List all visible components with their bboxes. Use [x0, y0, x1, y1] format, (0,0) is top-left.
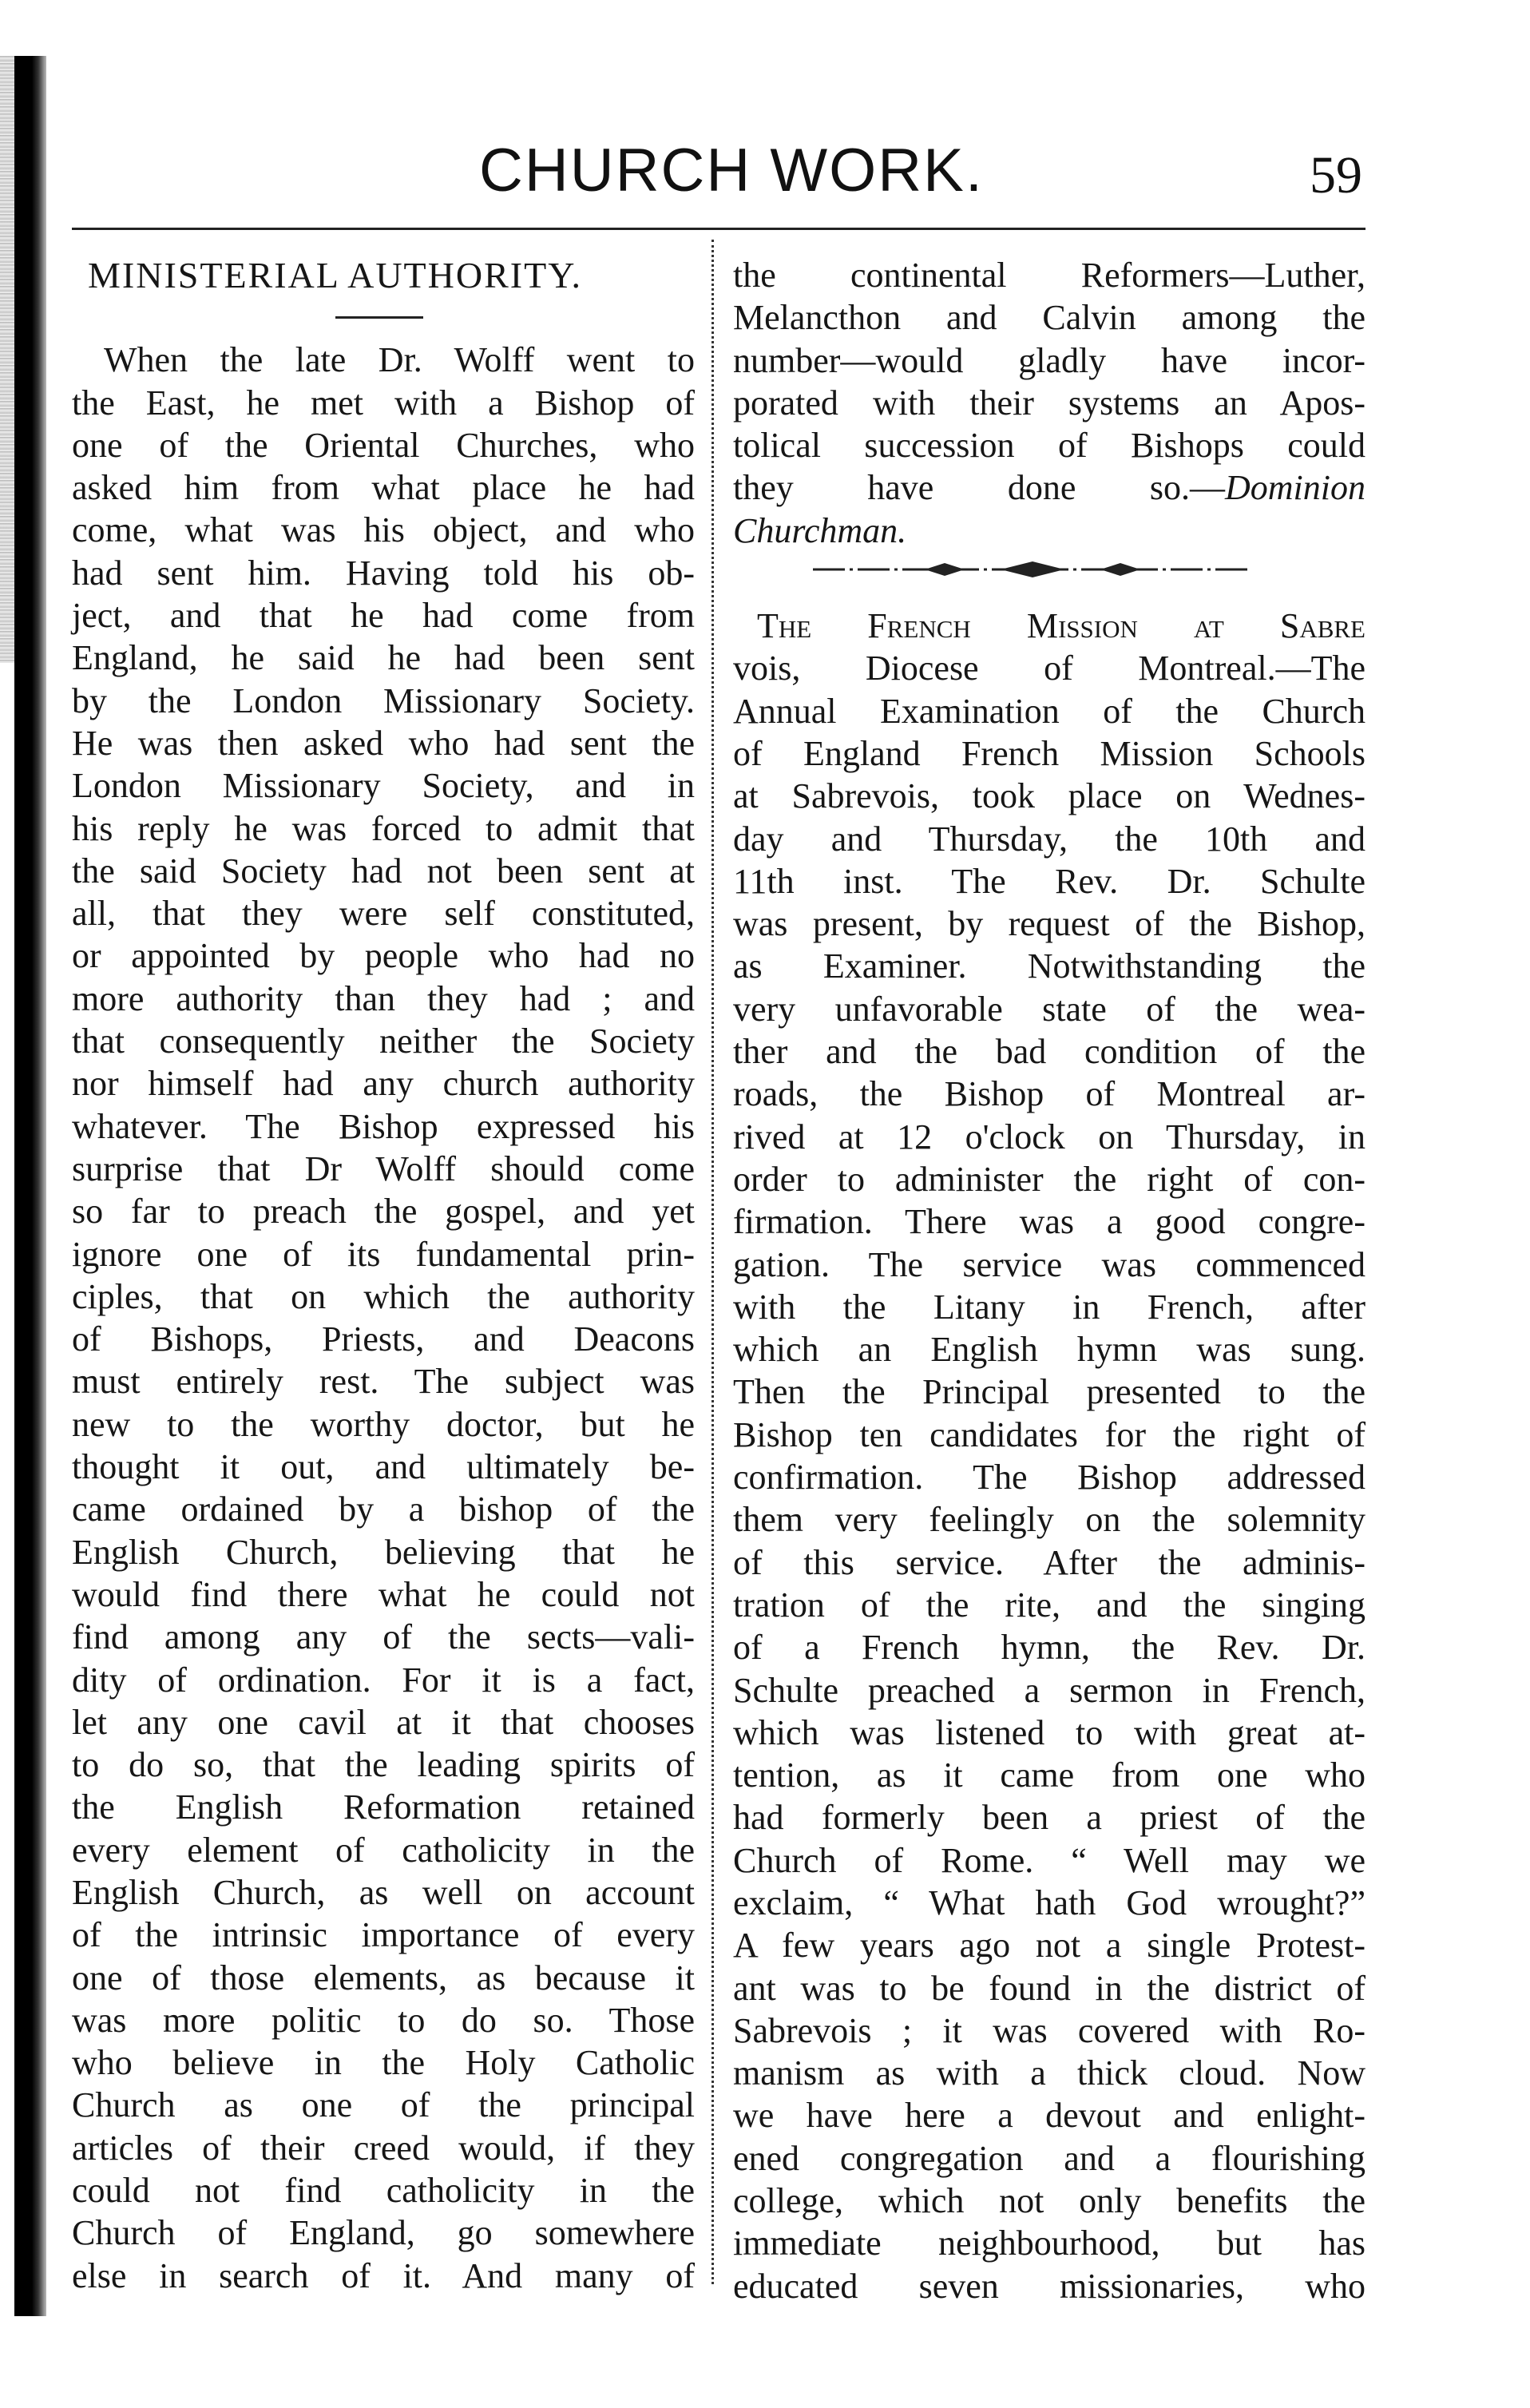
text-line: Church of England, go somewhere — [72, 2213, 695, 2253]
text-line: confirmation. The Bishop addressed — [733, 1458, 1366, 1498]
source-italic: Dominion — [1225, 468, 1366, 508]
text-line: rived at 12 o'clock on Thursday, in — [733, 1117, 1366, 1156]
text-line: by the London Missionary Society. — [72, 680, 695, 720]
text-line: to do so, that the leading spirits of — [72, 1745, 695, 1785]
source-line-text: they have done so.— — [733, 468, 1225, 508]
text-line: come, what was his object, and who — [72, 510, 695, 550]
page-header — [0, 136, 1530, 208]
text-line: immediate neighbourhood, but has — [733, 2224, 1366, 2263]
article-heading-2: The French Mission at Sabre — [757, 606, 1366, 646]
left-column — [72, 254, 695, 2297]
text-line: manism as with a thick cloud. Now — [733, 2053, 1366, 2093]
text-line: porated with their systems an Apos- — [733, 383, 1366, 422]
text-line: his reply he was forced to admit that — [72, 808, 695, 848]
right-column-text-top — [733, 254, 1366, 466]
text-line: roads, the Bishop of Montreal ar- — [733, 1074, 1366, 1114]
text-line: else in search of it. And many of — [72, 2255, 695, 2295]
text-line: the East, he met with a Bishop of — [72, 383, 695, 422]
left-column-text — [72, 339, 695, 2297]
text-line: college, which not only benefits the — [733, 2181, 1366, 2221]
text-line: the said Society had not been sent at — [72, 851, 695, 891]
text-line: the English Reformation retained — [72, 1787, 695, 1827]
text-line: one of those elements, as because it — [72, 1958, 695, 1997]
text-line: day and Thursday, the 10th and — [733, 819, 1366, 859]
book-binding-shadow — [14, 56, 46, 2316]
text-line: London Missionary Society, and in — [72, 766, 695, 806]
page-number: 59 — [1310, 146, 1362, 204]
text-line: who believe in the Holy Catholic — [72, 2043, 695, 2083]
text-line: A few years ago not a single Protest- — [733, 1926, 1366, 1966]
text-line: of Bishops, Priests, and Deacons — [72, 1319, 695, 1359]
text-line: Annual Examination of the Church — [733, 691, 1366, 731]
text-line: 11th inst. The Rev. Dr. Schulte — [733, 861, 1366, 901]
text-line: of a French hymn, the Rev. Dr. — [733, 1628, 1366, 1668]
text-line: asked him from what place he had — [72, 468, 695, 508]
text-line: which an English hymn was sung. — [733, 1330, 1366, 1370]
article-heading: MINISTERIAL AUTHORITY. — [88, 255, 582, 296]
text-line: new to the worthy doctor, but he — [72, 1404, 695, 1444]
text-line: ciples, that on which the authority — [72, 1276, 695, 1316]
text-line: must entirely rest. The subject was — [72, 1362, 695, 1402]
text-line: order to administer the right of con- — [733, 1159, 1366, 1199]
text-line: we have here a devout and enlight- — [733, 2096, 1366, 2136]
text-line: thought it out, and ultimately be- — [72, 1447, 695, 1487]
text-line: tolical succession of Bishops could — [733, 426, 1366, 466]
right-column — [733, 254, 1366, 2307]
text-line: dity of ordination. For it is a fact, — [72, 1660, 695, 1700]
text-line: as Examiner. Notwithstanding the — [733, 946, 1366, 986]
ornamental-divider — [805, 558, 1260, 581]
source-italic-line: Churchman. — [733, 510, 907, 550]
text-line: vois, Diocese of Montreal.—The — [733, 649, 1366, 688]
text-line: articles of their creed would, if they — [72, 2128, 695, 2168]
right-column-text-bottom — [733, 647, 1366, 2307]
text-line: Church as one of the principal — [72, 2085, 695, 2125]
text-line: surprise that Dr Wolff should come — [72, 1148, 695, 1188]
text-line: number—would gladly have incor- — [733, 340, 1366, 380]
text-line: England, he said he had been sent — [72, 638, 695, 678]
text-line: ther and the bad condition of the — [733, 1032, 1366, 1072]
running-title: CHURCH WORK. — [479, 137, 984, 204]
text-line: would find there what he could not — [72, 1574, 695, 1614]
text-line: ignore one of its fundamental prin- — [72, 1234, 695, 1274]
text-line: one of the Oriental Churches, who — [72, 425, 695, 465]
text-line: English Church, believing that he — [72, 1532, 695, 1572]
text-line: all, that they were self constituted, — [72, 894, 695, 934]
text-line: Schulte preached a sermon in French, — [733, 1670, 1366, 1710]
text-line: ject, and that he had come from — [72, 596, 695, 636]
text-line: Bishop ten candidates for the right of — [733, 1414, 1366, 1454]
text-line: Then the Principal presented to the — [733, 1372, 1366, 1412]
text-line: Sabrevois ; it was covered with Ro- — [733, 2010, 1366, 2050]
text-line: exclaim, “ What hath God wrought?” — [733, 1882, 1366, 1922]
source-line — [733, 466, 1366, 509]
column-divider — [711, 240, 714, 2284]
text-line: Melancthon and Calvin among the — [733, 298, 1366, 338]
text-line: every element of catholicity in the — [72, 1830, 695, 1870]
text-line: of this service. After the adminis- — [733, 1542, 1366, 1582]
text-line: let any one cavil at it that chooses — [72, 1702, 695, 1742]
header-rule — [72, 228, 1366, 230]
text-line: had sent him. Having told his ob- — [72, 553, 695, 593]
text-line: with the Litany in French, after — [733, 1287, 1366, 1327]
text-line: whatever. The Bishop expressed his — [72, 1106, 695, 1146]
text-line: educated seven missionaries, who — [733, 2266, 1366, 2306]
text-line: could not find catholicity in the — [72, 2171, 695, 2211]
text-line: ant was to be found in the district of — [733, 1968, 1366, 2008]
text-line: of the intrinsic importance of every — [72, 1915, 695, 1955]
text-line: had formerly been a priest of the — [733, 1798, 1366, 1838]
text-line: that consequently neither the Society — [72, 1022, 695, 1061]
text-line: nor himself had any church authority — [72, 1064, 695, 1104]
text-line: came ordained by a bishop of the — [72, 1490, 695, 1529]
text-line: English Church, as well on account — [72, 1872, 695, 1912]
text-line: or appointed by people who had no — [72, 936, 695, 976]
text-line: tration of the rite, and the singing — [733, 1585, 1366, 1625]
text-line: so far to preach the gospel, and yet — [72, 1192, 695, 1232]
text-line: find among any of the sects—vali- — [72, 1617, 695, 1657]
heading-rule — [335, 316, 423, 319]
text-line: was present, by request of the Bishop, — [733, 904, 1366, 944]
text-line: tention, as it came from one who — [733, 1755, 1366, 1795]
text-line: was more politic to do so. Those — [72, 2000, 695, 2040]
text-line: of England French Mission Schools — [733, 733, 1366, 773]
text-line: the continental Reformers—Luther, — [733, 256, 1366, 295]
text-line: When the late Dr. Wolff went to — [104, 340, 695, 380]
text-line: gation. The service was commenced — [733, 1244, 1366, 1284]
text-line: ened congregation and a flourishing — [733, 2138, 1366, 2178]
text-line: them very feelingly on the solemnity — [733, 1500, 1366, 1540]
text-line: Church of Rome. “ Well may we — [733, 1840, 1366, 1880]
text-line: He was then asked who had sent the — [72, 723, 695, 763]
text-line: very unfavorable state of the wea- — [733, 989, 1366, 1029]
text-line: at Sabrevois, took place on Wednes- — [733, 776, 1366, 816]
text-line: which was listened to with great at- — [733, 1712, 1366, 1752]
text-line: more authority than they had ; and — [72, 978, 695, 1018]
text-line: firmation. There was a good congre- — [733, 1202, 1366, 1242]
